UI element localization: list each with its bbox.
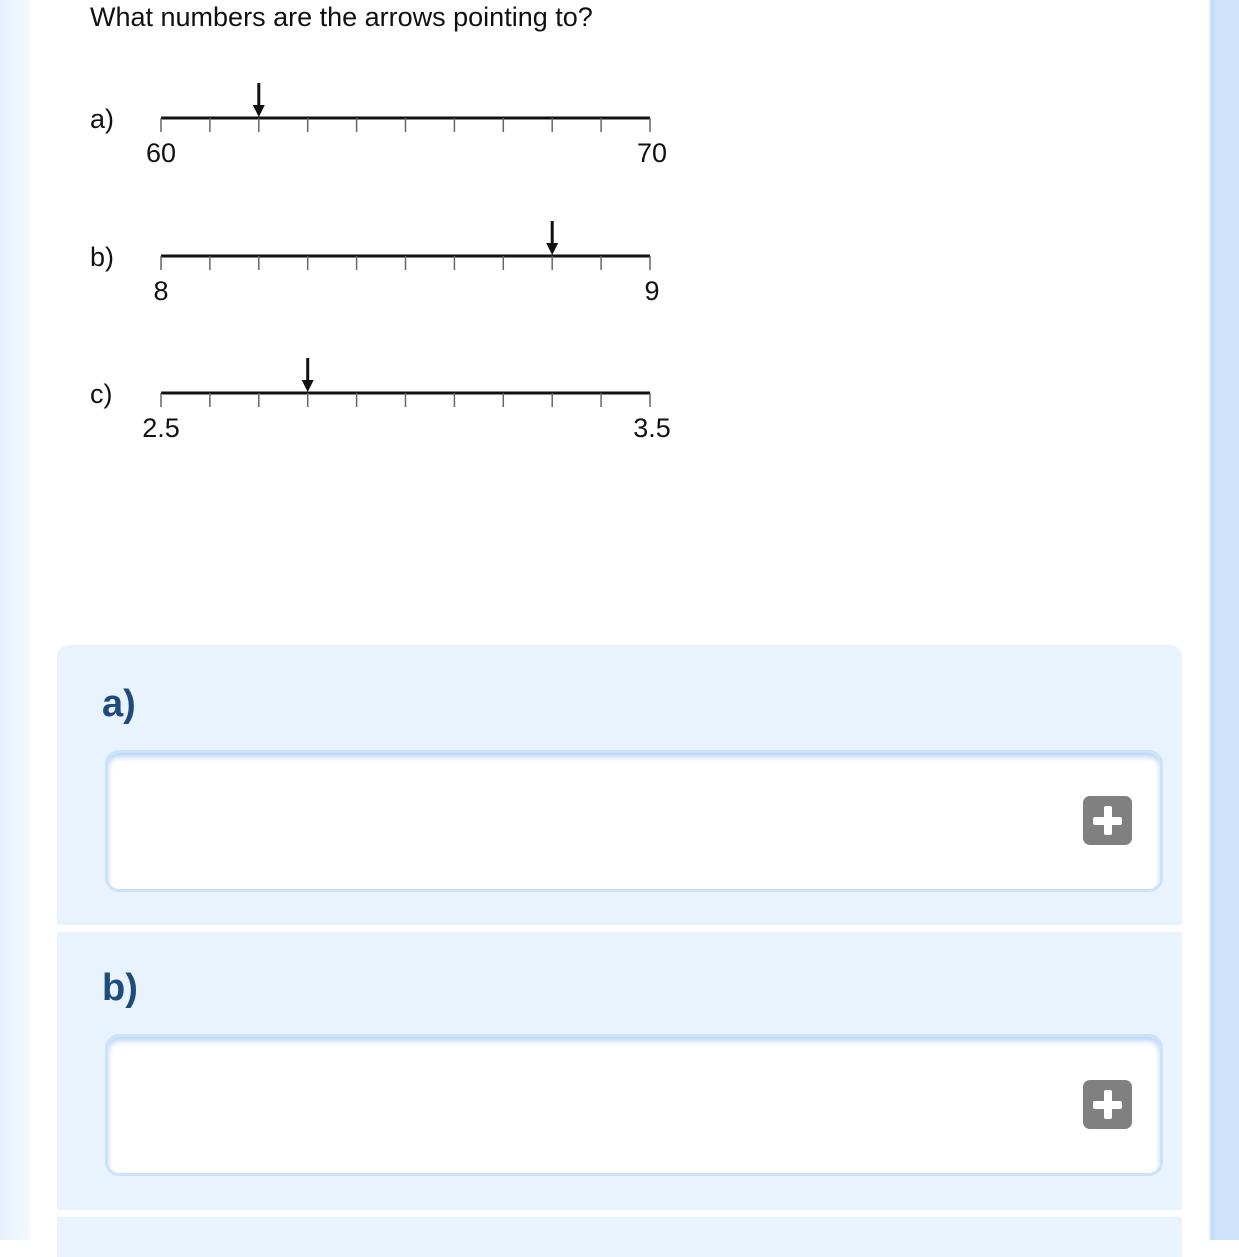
answer-input-a[interactable] [105, 750, 1163, 892]
start-label: 2.5 [142, 413, 180, 443]
end-label: 3.5 [633, 413, 671, 443]
arrow-head-icon [253, 105, 265, 117]
question-text: What numbers are the arrows pointing to? [90, 2, 593, 32]
answer-label-b: b) [102, 967, 138, 1009]
right-border [1200, 0, 1239, 1240]
arrow-head-icon [546, 243, 558, 255]
answer-panel-c [57, 1217, 1182, 1257]
start-label: 60 [145, 138, 177, 168]
arrow-head-icon [302, 380, 314, 392]
line-label: c) [90, 379, 113, 409]
line-label: b) [90, 242, 115, 272]
number-lines [0, 0, 1200, 460]
answer-label-a: a) [102, 683, 136, 725]
line-label: a) [90, 104, 115, 134]
start-label: 8 [153, 276, 169, 306]
plus-square-icon[interactable] [1083, 796, 1132, 845]
answer-panel-a [57, 645, 1182, 925]
answer-input-b[interactable] [105, 1034, 1163, 1176]
plus-square-icon[interactable] [1083, 1080, 1132, 1129]
end-label: 9 [644, 276, 660, 306]
answer-panel-b [57, 932, 1182, 1210]
end-label: 70 [636, 138, 668, 168]
